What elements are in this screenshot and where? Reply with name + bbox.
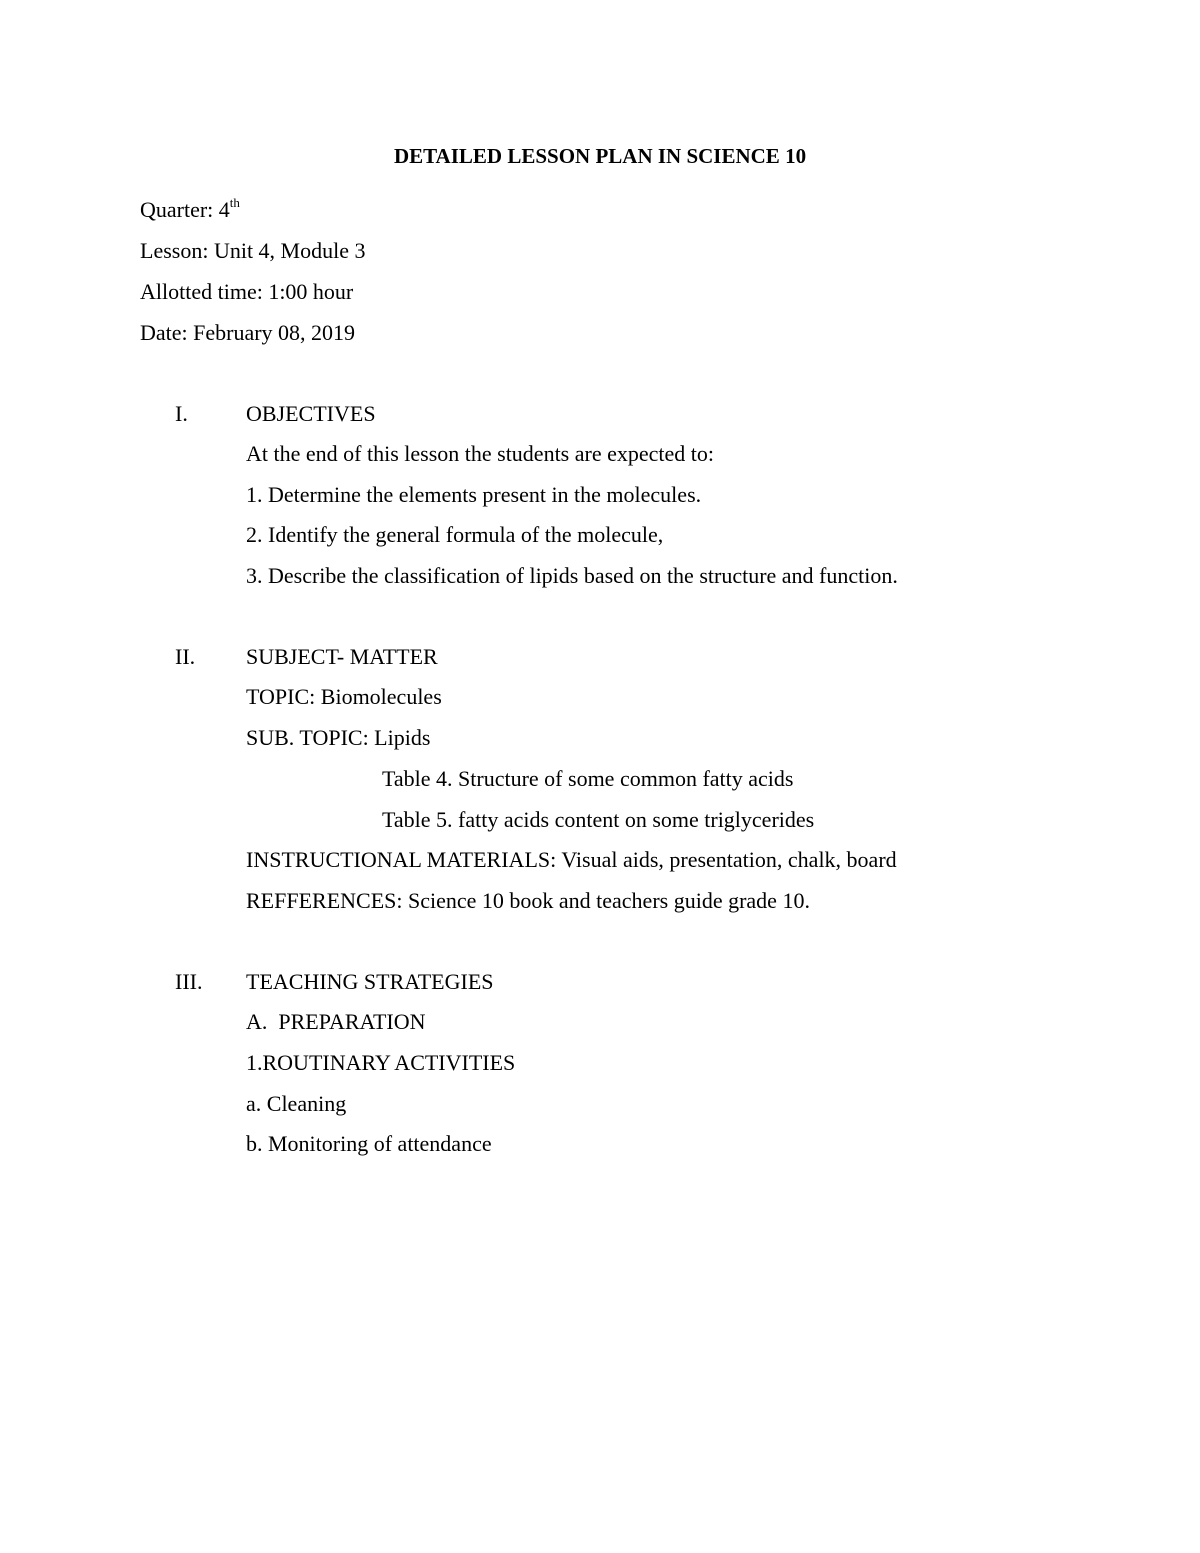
quarter-superscript: th bbox=[229, 194, 240, 210]
objective-item: 3. Describe the classification of lipids based on the structure and function. bbox=[246, 563, 898, 588]
subject-matter-heading: SUBJECT- MATTER bbox=[246, 644, 438, 669]
allotted-time-line: Allotted time: 1:00 hour bbox=[140, 279, 354, 304]
materials-line: INSTRUCTIONAL MATERIALS: Visual aids, presentation, chalk, board bbox=[246, 847, 897, 872]
references-line: REFFERENCES: Science 10 book and teachers guide grade 10. bbox=[246, 888, 810, 913]
objective-item: 1. Determine the elements present in the molecules. bbox=[246, 482, 702, 507]
topic-line: TOPIC: Biomolecules bbox=[246, 684, 442, 709]
quarter-line bbox=[140, 194, 240, 223]
table-reference: Table 5. fatty acids content on some triglycerides bbox=[382, 807, 815, 832]
routine-heading: 1.ROUTINARY ACTIVITIES bbox=[246, 1050, 516, 1075]
quarter-text: Quarter: 4 bbox=[140, 197, 230, 222]
section-numeral-teaching-strategies: III. bbox=[175, 969, 203, 994]
activity-item: a. Cleaning bbox=[246, 1091, 347, 1116]
objectives-heading: OBJECTIVES bbox=[246, 401, 376, 426]
section-numeral-subject-matter: II. bbox=[175, 644, 196, 669]
lesson-line: Lesson: Unit 4, Module 3 bbox=[140, 238, 366, 263]
sub-topic-line: SUB. TOPIC: Lipids bbox=[246, 725, 431, 750]
objectives-intro: At the end of this lesson the students are expected to: bbox=[246, 441, 714, 466]
section-numeral-objectives: I. bbox=[175, 401, 188, 426]
objective-item: 2. Identify the general formula of the molecule, bbox=[246, 522, 664, 547]
activity-item: b. Monitoring of attendance bbox=[246, 1131, 492, 1156]
teaching-strategies-heading: TEACHING STRATEGIES bbox=[246, 969, 494, 994]
document-title: DETAILED LESSON PLAN IN SCIENCE 10 bbox=[393, 144, 807, 168]
date-line: Date: February 08, 2019 bbox=[140, 320, 356, 345]
table-reference: Table 4. Structure of some common fatty acids bbox=[382, 766, 794, 791]
preparation-heading: A. PREPARATION bbox=[246, 1009, 426, 1034]
